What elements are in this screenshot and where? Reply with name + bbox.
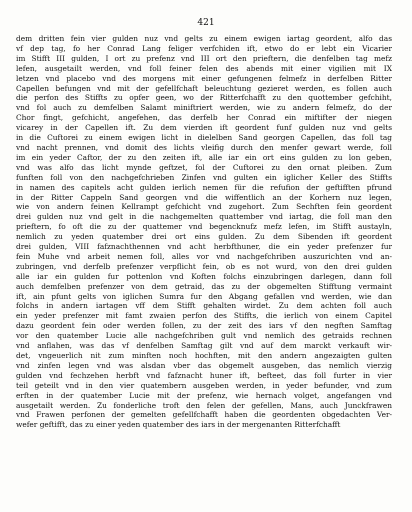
text-line: die perfon des Stiffts zu opfer geen, wo der Ritterfchafft zu den quottember gefchiht, — [16, 93, 392, 103]
text-line: vnd zinfen legen vnd was alsdan vber das obgemelt ausgeben, das nemlich vierzig — [16, 360, 392, 370]
body-text — [16, 34, 392, 430]
text-line: vor den quatember Lucie alle nachgefchriben gult vnd nemlich des getraids rechnen — [16, 331, 392, 341]
text-line: vnd fol auch zu demfelben Salamt miniftriert werden, wie zu andern felmefz, do der — [16, 103, 392, 113]
text-line: vf dep tag, fo her Conrad Lang feliger verfchiden ift, etwo do er lebt ein Vicarier — [16, 43, 392, 53]
text-line: fein Muhe vnd arbeit nemen foll, alles vor vnd nachgefchriben auszurichten vnd an- — [16, 251, 392, 261]
text-line: drei gulden, VIII fafznachthennen vnd acht herbfthuner, die ein yeder prefenzer fur — [16, 242, 392, 252]
text-line: vicarey in der Capellen ift. Zu dem vierden ift geordent funf gulden nuz vnd gelts — [16, 123, 392, 133]
text-line: wefer geftifft, das zu einer yeden quatember des iars in der mergenanten Ritterfchafft — [16, 420, 341, 430]
text-line: funften foll von den nachgefchrieben Zinfen vnd gulten ein iglicher Keller des Stiffts — [16, 172, 392, 182]
text-line: in namen des capitels acht gulden ierlich nemen für die refufion der geftifften pfrund — [16, 182, 392, 192]
text-line: drei gulden nuz vnd gelt in die nachgemelten quattember vnd iartag, die foll man den — [16, 212, 392, 222]
text-line: im ein yeder Caftor, der zu den zeiten ift, alle iar ein ort eins gulden zu lon geben, — [16, 152, 392, 162]
text-line: alle iar ein gulden fur pottenlon vnd Koften folchs einzubringen darlegen, dann foll — [16, 271, 392, 281]
text-line: teil geteilt vnd in den vier quatembern ausgeben werden, in yeder befunder, vnd zum — [16, 380, 392, 390]
text-line: wie von andern feinen Kellrampt gefchicht vnd zugehort. Zum Sechften fein geordent — [16, 202, 392, 212]
text-line: in die Cuftorei zu einem ewigen licht in dielelben Sand georgen Capellen, das foll tag — [16, 133, 392, 143]
text-line: im Stifft III gulden, I ort zu prefenz vnd III ort den prieftern, die denfelben tag mefz — [16, 53, 392, 63]
page-number: 421 — [197, 18, 215, 28]
text-line: zubringen, vnd derfelb prefenzer verpflicht fein, ob es not wurd, von den drei gulden — [16, 261, 392, 271]
text-line: dem dritten fein vier gulden nuz vnd gelts zu einem ewigen iartag geordent, alfo das — [16, 34, 392, 43]
text-line: Capellen befungen vnd mit der gefellfchaft beleuchtung gezieret werden, es follen auch — [16, 83, 392, 93]
text-line: in der Ritter Cappeln Sand georgen vnd die wiffentlich an der Korhern nuz legen, — [16, 192, 392, 202]
text-line: vnd anflahen, was das vf denfelben Samftag gilt vnd auf dem marckt verkauft wir- — [16, 341, 392, 351]
text-line: vnd was alfo das licht mynde geftzet, fol der Cuftorei zu den ornat pleiben. Zum — [16, 162, 392, 172]
text-line: det, vngeuerlich nit zum minften noch hochften, mit den andern angezaigten gulten — [16, 351, 392, 360]
text-line: erften in der quatember Lucie mit der prefenz, wie hernach volget, angefangen vnd — [16, 390, 392, 400]
text-line: ein yeder prefenzer mit famt zwaien perfon des Stiffts, die ierlich von einem Capitel — [16, 311, 392, 321]
text-line: vnd Frawen perfonen der gemelten gefellfchafft haben die geordenten obgedachten Ver- — [16, 410, 392, 420]
text-line: nemlich zu yeden quatember drei ort eins gulden. Zu dem Sibenden ift geordent — [16, 232, 392, 242]
text-line: ift, ain pfunt gelts von iglichen Sumra fur den Abgang gefallen vnd werden, wie dan — [16, 291, 392, 301]
text-line: prieftern, fo oft die zu der quattemer vnd begencknufz mefz lefen, im Stifft austayln, — [16, 222, 392, 232]
text-line: Chor fingt, gefchicht, angefehen, das derfelb her Conrad ein miftifter der niegen — [16, 113, 392, 123]
text-line: ausgetailt werden. Zu fonderliche troft den felen der gefellen, Mans, auch Junckfrawen — [16, 400, 392, 410]
text-line: folchs in andern iartagen vff dem Stifft gehalten wirdet. Zu dem achten foll auch — [16, 301, 392, 311]
text-line: lefen, ausgetailt werden, vnd foll feiner felen des abends mit einer vigilien mit IX — [16, 63, 392, 73]
text-line: vnd nacht prennen, vnd domit des lichts vleifig durch den menfer gewart werde, foll — [16, 142, 392, 152]
text-line: gulden vnd fechzehen herbft vnd fafznacht huner ift, befteet, das foll furter in vier — [16, 370, 392, 380]
text-line: auch demfelben prefenzer von dem getraid, das zu der obgemelten Stifftung vermaint — [16, 281, 392, 291]
text-line: letzen vnd placebo vnd des morgens mit einer gefungenen felmefz in derfelben Ritter — [16, 73, 392, 83]
text-line: dazu geordent fein oder werden follen, zu der zeit des iars vf den negften Samftag — [16, 321, 392, 331]
